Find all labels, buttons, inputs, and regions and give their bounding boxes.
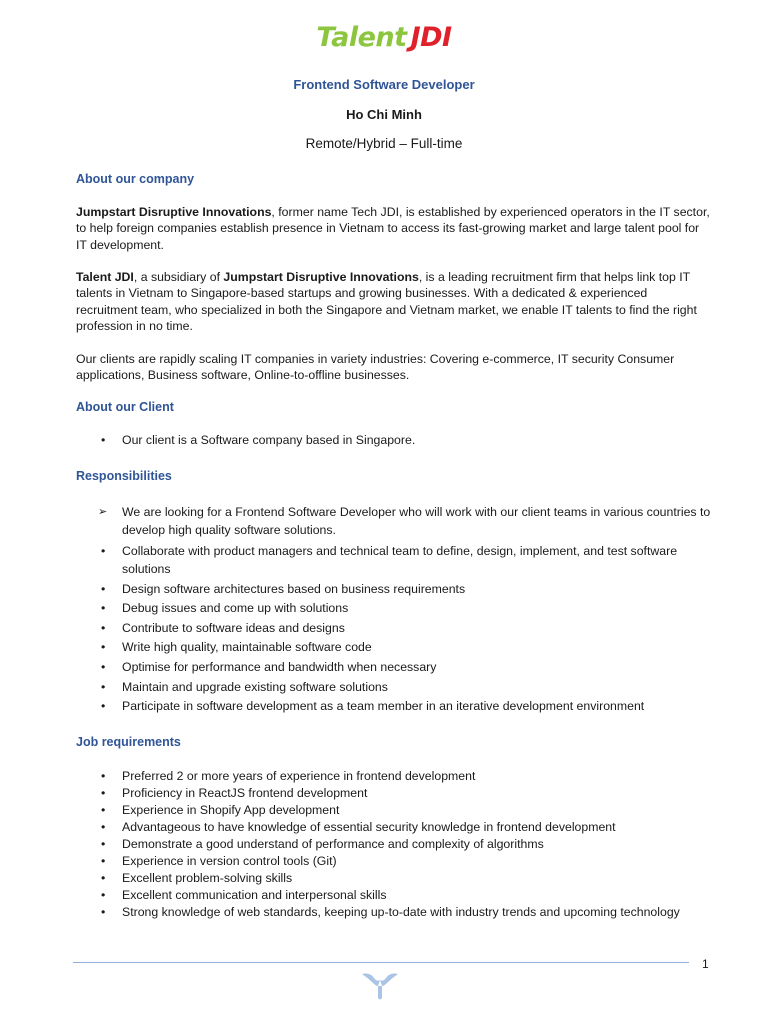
subsidiary-name: Talent JDI: [76, 270, 134, 284]
list-item: • Excellent problem-solving skills: [76, 870, 712, 887]
page-number: 1: [702, 957, 709, 971]
company-name: Jumpstart Disruptive Innovations: [223, 270, 419, 284]
about-company-paragraph-1: [76, 204, 712, 253]
list-item: • Excellent communication and interpersonal skills: [76, 887, 712, 904]
list-item: • Preferred 2 or more years of experience in frontend development: [76, 768, 712, 785]
about-company-paragraph-3: Our clients are rapidly scaling IT companies in variety industries: Covering e-commerce, IT security Consumer applications, Business software, Online-to-offline businesses.: [76, 352, 675, 383]
section-heading-responsibilities: Responsibilities: [76, 469, 172, 483]
section-heading-about-client: About our Client: [76, 400, 174, 414]
list-item: • Optimise for performance and bandwidth when necessary: [76, 658, 712, 676]
list-item: ➢ We are looking for a Frontend Software Developer who will work with our client teams in various countries to develop high quality software solutions.: [76, 503, 712, 539]
list-item: • Experience in version control tools (Git): [76, 853, 712, 870]
requirements-list: [76, 768, 712, 921]
list-item: • Contribute to software ideas and designs: [76, 619, 712, 637]
section-heading-about-company: About our company: [76, 172, 195, 186]
footer-ornament-icon: [360, 970, 400, 1002]
job-title: Frontend Software Developer: [293, 77, 475, 92]
list-item: • Debug issues and come up with solutions: [76, 599, 712, 617]
list-item: • Our client is a Software company based in Singapore.: [76, 433, 712, 447]
list-item: • Demonstrate a good understand of performance and complexity of algorithms: [76, 836, 712, 853]
list-item: • Design software architectures based on business requirements: [76, 580, 712, 598]
company-name: Jumpstart Disruptive Innovations: [76, 205, 272, 219]
responsibilities-lead: [76, 503, 712, 541]
footer-divider: [73, 962, 689, 963]
list-item: • Advantageous to have knowledge of essential security knowledge in frontend development: [76, 819, 712, 836]
list-item: • Maintain and upgrade existing software solutions: [76, 678, 712, 696]
about-company-paragraph-2: [76, 269, 712, 335]
paragraph-text: , a subsidiary of: [133, 270, 224, 284]
list-item: • Write high quality, maintainable software code: [76, 638, 712, 656]
list-item: • Experience in Shopify App development: [76, 802, 712, 819]
list-item: • Participate in software development as a team member in an iterative development environment: [76, 697, 712, 715]
job-location: Ho Chi Minh: [346, 107, 422, 122]
paragraph-text: , is a leading recruitment firm that helps link top IT talents in Vietnam to Singapore-based startups and growing businesses. With a dedicated & experienced recruitment team, who specialized in both the Singapore and Vietnam market, we enable IT talents to find the right profession in no time.: [76, 270, 697, 334]
responsibilities-list: [76, 542, 712, 717]
logo-text-talent: Talent: [316, 22, 407, 53]
list-item: • Proficiency in ReactJS frontend development: [76, 785, 712, 802]
work-mode: Remote/Hybrid – Full-time: [305, 136, 463, 151]
section-heading-job-requirements: Job requirements: [76, 735, 181, 749]
paragraph-text: , former name Tech JDI, is established by experienced operators in the IT sector, to help foreign companies establish presence in Vietnam to access its fast-growing market and large talent pool for IT development.: [76, 205, 710, 252]
logo-text-jdi: JDI: [410, 22, 452, 53]
list-item: • Strong knowledge of web standards, keeping up-to-date with industry trends and upcoming technology: [76, 904, 712, 921]
list-item: • Collaborate with product managers and technical team to define, design, implement, and test software solutions: [76, 542, 712, 578]
client-list: [76, 433, 712, 447]
company-logo: [0, 20, 768, 56]
